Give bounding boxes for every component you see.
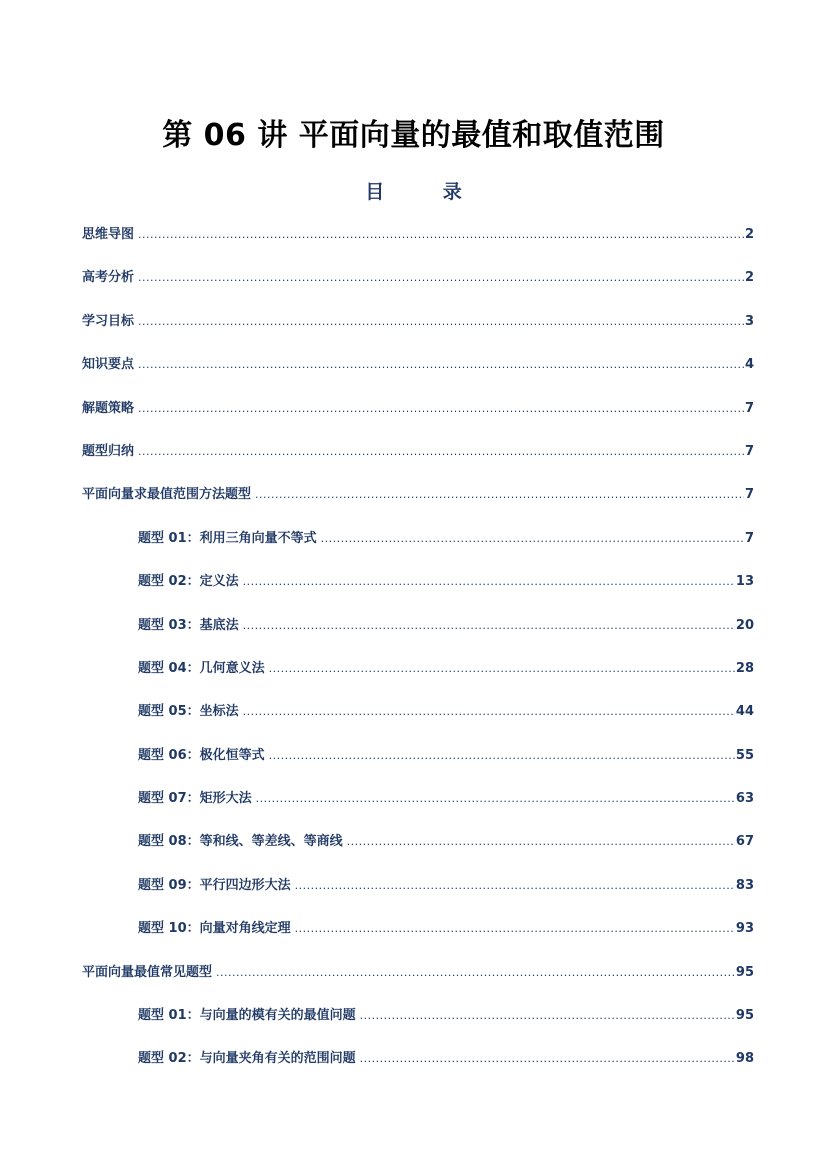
toc-entry-type-02[interactable] bbox=[82, 571, 754, 614]
toc-entry-label: 题型 01：利用三角向量不等式 bbox=[138, 530, 317, 546]
toc-dot-leader bbox=[138, 441, 744, 463]
toc-entry-page: 4 bbox=[744, 357, 754, 373]
toc-entry-label: 题型归纳 bbox=[82, 443, 135, 459]
toc-entry-type-01[interactable] bbox=[82, 528, 754, 571]
toc-entry-page: 93 bbox=[735, 921, 754, 937]
toc-dot-leader bbox=[295, 875, 735, 897]
table-of-contents bbox=[82, 224, 754, 1092]
toc-entry-label: 题型 10：向量对角线定理 bbox=[138, 921, 291, 937]
toc-entry-key-points[interactable] bbox=[82, 354, 754, 397]
toc-dot-leader bbox=[360, 1005, 735, 1027]
toc-dot-leader bbox=[138, 224, 744, 246]
toc-entry-page: 95 bbox=[735, 1008, 754, 1024]
toc-entry-page: 20 bbox=[735, 617, 754, 633]
toc-entry-type-08[interactable] bbox=[82, 831, 754, 874]
toc-entry-page: 7 bbox=[744, 443, 754, 459]
toc-entry-label: 题型 05：坐标法 bbox=[138, 704, 239, 720]
toc-dot-leader bbox=[138, 354, 744, 376]
toc-entry-label: 平面向量求最值范围方法题型 bbox=[82, 487, 252, 503]
toc-entry-page: 2 bbox=[744, 227, 754, 242]
toc-dot-leader bbox=[295, 918, 735, 940]
toc-dot-leader bbox=[243, 701, 735, 723]
toc-entry-exam-analysis[interactable] bbox=[82, 267, 754, 310]
toc-entry-type-09[interactable] bbox=[82, 875, 754, 918]
toc-entry-common-type-01[interactable] bbox=[82, 1005, 754, 1048]
toc-dot-leader bbox=[138, 398, 744, 420]
toc-entry-learning-goals[interactable] bbox=[82, 311, 754, 354]
toc-entry-label: 平面向量最值常见题型 bbox=[82, 964, 213, 980]
toc-entry-common-type-02[interactable] bbox=[82, 1048, 754, 1091]
toc-entry-type-05[interactable] bbox=[82, 701, 754, 744]
toc-entry-label: 题型 01：与向量的模有关的最值问题 bbox=[138, 1008, 356, 1024]
toc-dot-leader bbox=[360, 1048, 735, 1070]
toc-dot-leader bbox=[138, 267, 744, 289]
toc-entry-mind-map[interactable] bbox=[82, 224, 754, 267]
toc-entry-page: 95 bbox=[735, 964, 754, 980]
toc-entry-page: 98 bbox=[735, 1051, 754, 1067]
page-title: 第 06 讲 平面向量的最值和取值范围 bbox=[162, 118, 665, 154]
toc-entry-label: 题型 03：基底法 bbox=[138, 617, 239, 633]
toc-dot-leader bbox=[255, 484, 744, 506]
toc-entry-page: 44 bbox=[735, 704, 754, 720]
toc-entry-page: 83 bbox=[735, 877, 754, 893]
toc-dot-leader bbox=[321, 528, 744, 550]
toc-entry-common-types[interactable] bbox=[82, 962, 754, 1005]
toc-dot-leader bbox=[216, 962, 735, 984]
toc-entry-page: 55 bbox=[735, 747, 754, 763]
toc-entry-strategies[interactable] bbox=[82, 398, 754, 441]
toc-entry-problem-types[interactable] bbox=[82, 441, 754, 484]
toc-entry-label: 题型 07：矩形大法 bbox=[138, 791, 252, 807]
toc-entry-page: 63 bbox=[735, 791, 754, 807]
toc-entry-page: 28 bbox=[735, 660, 754, 676]
toc-dot-leader bbox=[269, 658, 735, 680]
toc-dot-leader bbox=[138, 311, 744, 333]
toc-entry-page: 7 bbox=[744, 530, 754, 546]
toc-entry-type-10[interactable] bbox=[82, 918, 754, 961]
toc-entry-label: 高考分析 bbox=[82, 270, 135, 286]
toc-entry-page: 2 bbox=[744, 270, 754, 286]
toc-entry-label: 题型 08：等和线、等差线、等商线 bbox=[138, 834, 343, 850]
toc-entry-page: 7 bbox=[744, 487, 754, 503]
toc-entry-type-04[interactable] bbox=[82, 658, 754, 701]
toc-dot-leader bbox=[347, 831, 735, 853]
toc-entry-page: 13 bbox=[735, 574, 754, 590]
toc-entry-label: 学习目标 bbox=[82, 313, 135, 329]
toc-entry-label: 题型 09：平行四边形大法 bbox=[138, 877, 291, 893]
toc-dot-leader bbox=[256, 788, 735, 810]
toc-entry-page: 67 bbox=[735, 834, 754, 850]
toc-entry-label: 题型 06：极化恒等式 bbox=[138, 747, 265, 763]
toc-entry-type-03[interactable] bbox=[82, 615, 754, 658]
toc-entry-type-07[interactable] bbox=[82, 788, 754, 831]
toc-heading: 目 录 bbox=[365, 181, 488, 203]
toc-dot-leader bbox=[269, 745, 735, 767]
toc-entry-type-06[interactable] bbox=[82, 745, 754, 788]
toc-entry-page: 3 bbox=[744, 313, 754, 329]
toc-entry-label: 题型 02：定义法 bbox=[138, 574, 239, 590]
toc-entry-method-types[interactable] bbox=[82, 484, 754, 527]
toc-dot-leader bbox=[243, 571, 735, 593]
toc-entry-label: 题型 02：与向量夹角有关的范围问题 bbox=[138, 1051, 356, 1067]
toc-entry-label: 思维导图 bbox=[82, 227, 135, 242]
toc-entry-label: 题型 04：几何意义法 bbox=[138, 660, 265, 676]
toc-entry-label: 解题策略 bbox=[82, 400, 135, 416]
toc-entry-page: 7 bbox=[744, 400, 754, 416]
toc-dot-leader bbox=[243, 615, 735, 637]
toc-entry-label: 知识要点 bbox=[82, 357, 135, 373]
